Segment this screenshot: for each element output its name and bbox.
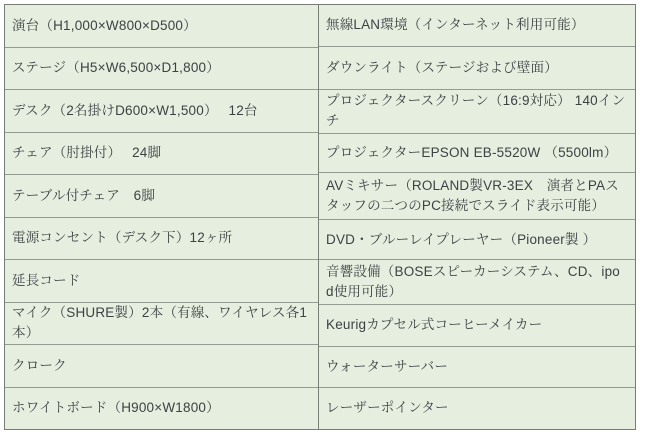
table-cell-table-chair: [5, 175, 318, 218]
table-cell-microphone: [5, 303, 318, 346]
cell-text: レーザーポインター: [326, 400, 449, 416]
cell-text: ホワイトボード（H900×W1800）: [12, 400, 220, 416]
cell-text: 演台（H1,000×W800×D500）: [12, 17, 197, 33]
equipment-table-left-column: [5, 5, 319, 429]
table-cell-extension-cord: [5, 260, 318, 303]
table-cell-projector: [319, 134, 635, 173]
equipment-table-right-column: [319, 5, 635, 429]
table-cell-coffee-maker: [319, 305, 635, 347]
cell-text: テーブル付チェア 6脚: [12, 187, 156, 203]
table-cell-power-outlet: [5, 218, 318, 261]
table-cell-desk: [5, 90, 318, 133]
table-cell-lectern: [5, 5, 318, 48]
equipment-table: [4, 4, 636, 430]
cell-text: 電源コンセント（デスク下）12ヶ所: [12, 230, 233, 246]
cell-text: マイク（SHURE製）2本（有線、ワイヤレス各1本）: [12, 305, 308, 341]
cell-text: プロジェクタースクリーン（16:9対応） 140インチ: [326, 92, 626, 129]
table-cell-chair: [5, 133, 318, 176]
cell-text: ステージ（H5×W6,500×D1,800）: [12, 60, 220, 76]
cell-text: 無線LAN環境（インターネット利用可能）: [326, 17, 585, 33]
cell-text: DVD・ブルーレイプレーヤー（Pioneer製 ）: [326, 231, 597, 247]
cell-text: 音響設備（BOSEスピーカーシステム、CD、ipod使用可能）: [326, 263, 621, 300]
cell-text: クローク: [12, 357, 67, 373]
cell-text: ウォーターサーバー: [326, 358, 449, 374]
cell-text: プロジェクターEPSON EB-5520W （5500lm）: [326, 144, 618, 160]
table-cell-wireless-lan: [319, 5, 635, 47]
cell-text: AVミキサー（ROLAND製VR-3EX 演者とPAスタッフの二つのPC接続でスライド表示可能）: [326, 177, 619, 214]
table-cell-whiteboard: [5, 388, 318, 430]
table-cell-cloakroom: [5, 345, 318, 388]
table-cell-projector-screen: [319, 90, 635, 134]
cell-text: ダウンライト（ステージおよび壁面）: [326, 59, 558, 75]
table-cell-stage: [5, 48, 318, 91]
cell-text: デスク（2名掛けD600×W1,500） 12台: [12, 102, 258, 118]
table-cell-audio-system: [319, 260, 635, 305]
table-cell-downlight: [319, 47, 635, 90]
cell-text: 延長コード: [12, 272, 81, 288]
table-cell-water-server: [319, 347, 635, 388]
table-cell-dvd-bluray-player: [319, 220, 635, 260]
cell-text: Keurigカプセル式コーヒーメイカー: [326, 317, 543, 333]
table-cell-av-mixer: [319, 173, 635, 220]
cell-text: チェア（肘掛付） 24脚: [12, 145, 162, 161]
table-cell-laser-pointer: [319, 388, 635, 429]
